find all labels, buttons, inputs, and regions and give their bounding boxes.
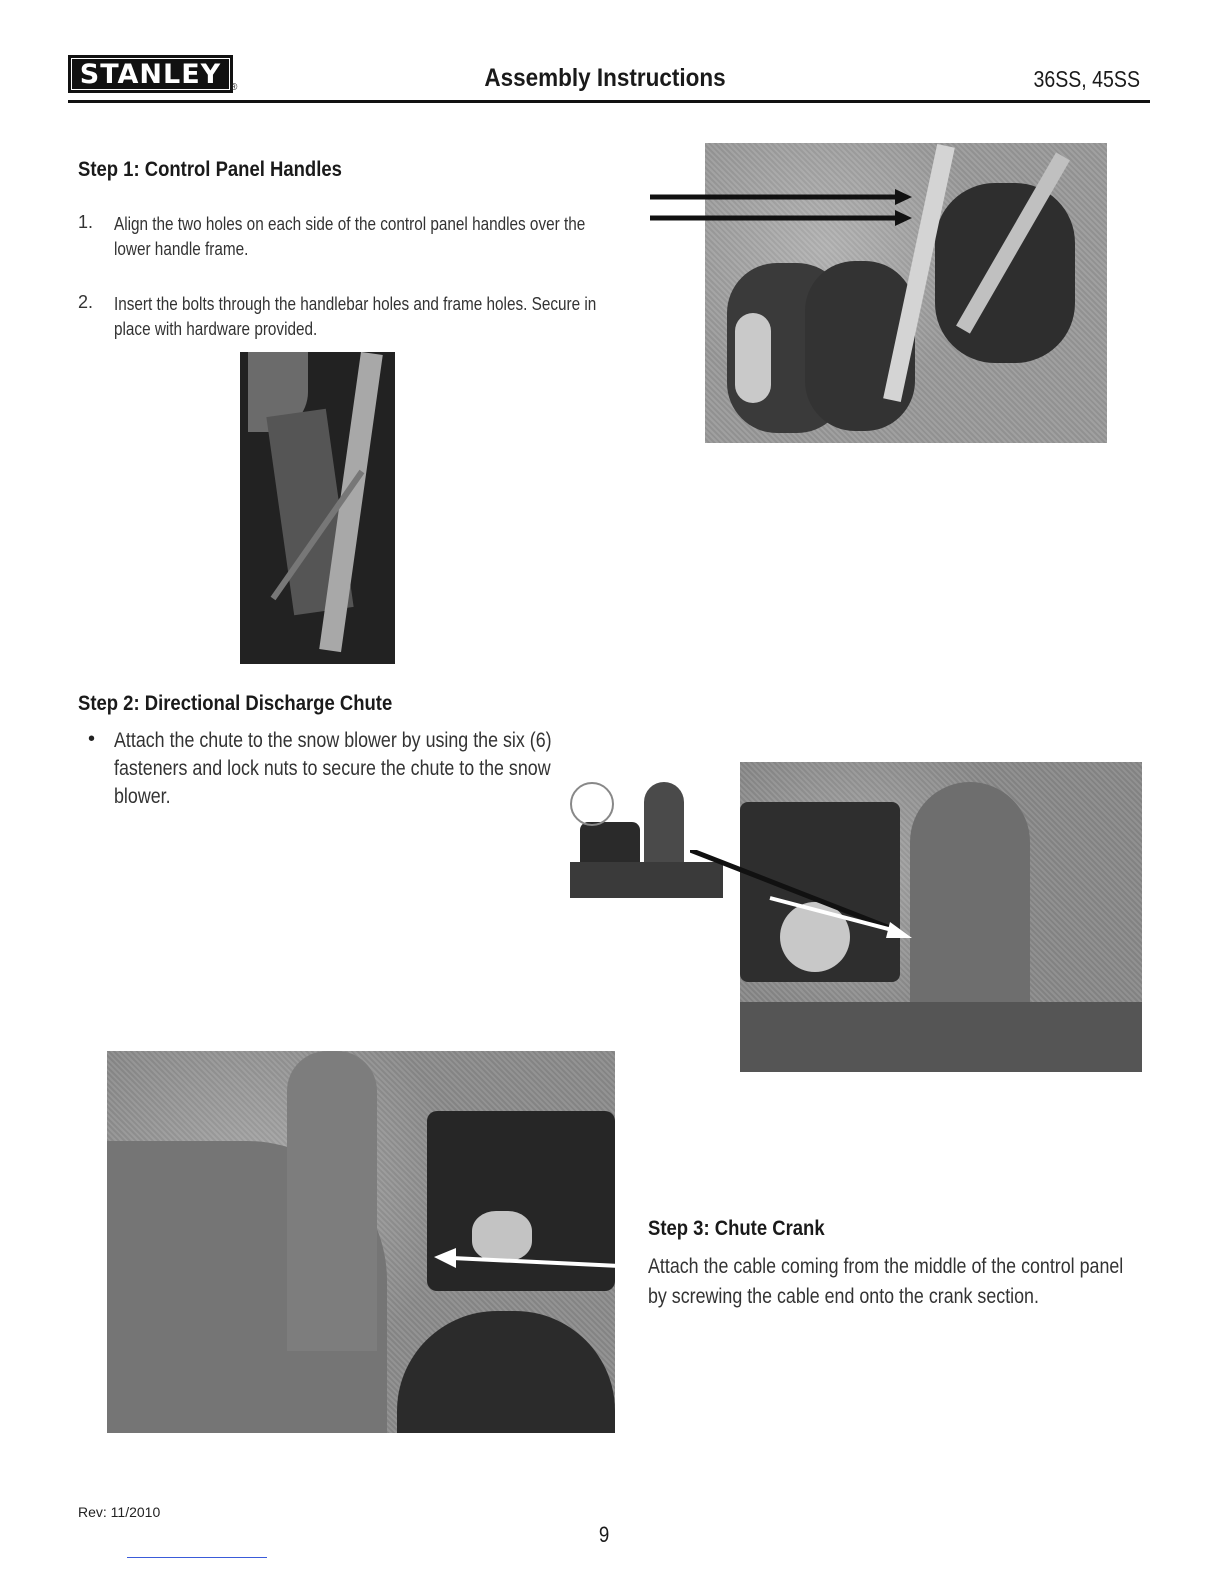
step1-item-2-text: Insert the bolts through the handlebar holes and frame holes. Secure in place with hardware provided.	[114, 294, 597, 339]
step2-heading: Step 2: Directional Discharge Chute	[78, 692, 393, 715]
step1-item-2-number: 2.	[78, 292, 94, 312]
step3-text: Attach the cable coming from the middle of the control panel by screwing the cable end onto the crank section.	[648, 1255, 1124, 1308]
footer-link-underline	[127, 1557, 267, 1558]
header-rule	[68, 100, 1150, 103]
step2-bullet: •	[88, 728, 96, 750]
crank-pointer-arrow	[430, 1242, 620, 1278]
step1-item-1-text: Align the two holes on each side of the control panel handles over the lower handle frame.	[114, 214, 586, 259]
handle-frame-photo	[240, 352, 395, 664]
step3-heading: Step 3: Chute Crank	[648, 1217, 825, 1240]
page-title: Assembly Instructions	[484, 64, 726, 92]
step1-item-1-number: 1.	[78, 212, 94, 232]
chute-pointer-arrow	[690, 850, 920, 945]
step2-text: Attach the chute to the snow blower by using the six (6) fasteners and lock nuts to secure the chute to the snow blower.	[114, 729, 552, 808]
registered-mark: ®	[230, 82, 238, 93]
page-number: 9	[598, 1522, 610, 1547]
pointer-arrows	[650, 180, 920, 230]
model-numbers: 36SS, 45SS	[1033, 66, 1140, 92]
revision-label: Rev: 11/2010	[78, 1504, 161, 1520]
step1-heading: Step 1: Control Panel Handles	[78, 158, 342, 181]
stanley-logo	[68, 55, 233, 93]
brand-text: STANLEY	[79, 58, 222, 90]
